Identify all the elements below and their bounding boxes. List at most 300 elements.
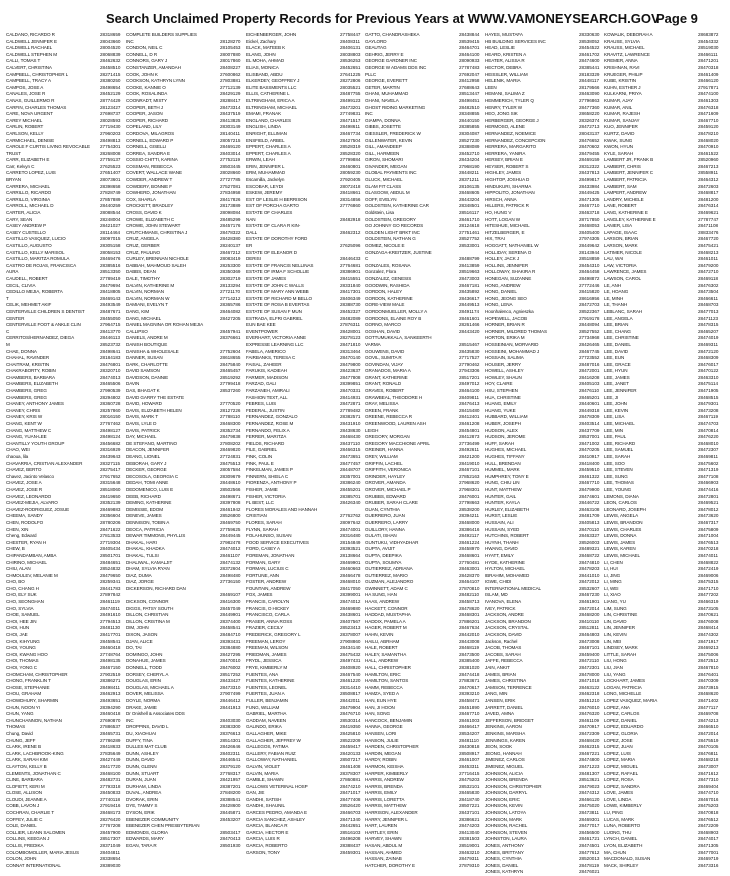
record-row bbox=[604, 177, 725, 184]
record-row bbox=[246, 138, 367, 145]
owner-name: DUNN, STUART bbox=[126, 770, 160, 776]
record-row bbox=[365, 810, 486, 817]
property-id: 28479900 bbox=[579, 486, 600, 492]
record-row bbox=[246, 210, 367, 217]
record-row bbox=[246, 566, 367, 573]
owner-name: DANISHA & WHOLESALE bbox=[126, 348, 179, 354]
owner-name: DAVID GARRY THE ESTATE bbox=[126, 394, 184, 400]
property-id: 28385441 bbox=[579, 64, 600, 70]
owner-name: GOFF, EVELYN bbox=[365, 196, 397, 202]
record-row bbox=[246, 487, 367, 494]
owner-name: GEHRIG, JERRY E bbox=[365, 51, 404, 57]
owner-name: LEWIS, JAMES bbox=[604, 539, 636, 545]
property-id: 28348501 bbox=[459, 203, 480, 209]
owner-name: CAMPOS, JOSE A bbox=[6, 84, 44, 90]
property-id: 28376661 bbox=[220, 335, 241, 341]
owner-name: LI, JING bbox=[604, 572, 621, 578]
record-row bbox=[246, 170, 367, 177]
owner-name: COMPLETE BUILDERS SUPPLIES bbox=[126, 32, 197, 37]
record-row bbox=[6, 573, 127, 580]
property-id: 28463210 bbox=[459, 849, 480, 855]
owner-name: LEE, SARAH bbox=[604, 454, 631, 459]
owner-name: DURAN, JUAN bbox=[126, 777, 156, 783]
record-row bbox=[126, 309, 247, 316]
property-id bbox=[340, 250, 367, 257]
record-row bbox=[365, 685, 486, 692]
record-row bbox=[126, 724, 247, 731]
owner-name: CHANEY, ANTHONY JAMES bbox=[6, 401, 64, 407]
property-id bbox=[340, 507, 367, 514]
record-row bbox=[365, 124, 486, 131]
property-id: 28468605 bbox=[459, 190, 480, 196]
owner-name: LIU, JIAN bbox=[604, 665, 623, 670]
property-id: 28457941 bbox=[220, 328, 241, 334]
property-id: 27793318 bbox=[100, 783, 121, 789]
record-row bbox=[485, 230, 606, 237]
owner-name: DANISH BOUTIQUE bbox=[126, 341, 168, 347]
record-row bbox=[604, 58, 725, 65]
owner-name: HEMMERICH, TYLER Q bbox=[485, 97, 534, 103]
record-row bbox=[365, 665, 486, 672]
owner-name: NAN bbox=[246, 216, 256, 222]
owner-name: HURLEY, ELIZABETH bbox=[485, 506, 530, 512]
owner-name: LIN, JENNIFER bbox=[604, 625, 635, 631]
owner-name: DHAKAL, KHADKA bbox=[126, 546, 165, 552]
record-row bbox=[246, 98, 367, 105]
record-row bbox=[126, 652, 247, 659]
property-id: 28437709 bbox=[579, 427, 600, 433]
record-row bbox=[365, 553, 486, 560]
owner-name: CHANG, KENT W bbox=[6, 421, 42, 427]
owner-name: GREENE, REBECCA R bbox=[365, 414, 412, 420]
record-row bbox=[246, 606, 367, 613]
record-row bbox=[485, 705, 606, 712]
record-row bbox=[246, 513, 367, 520]
owner-name: FINK, COLIN bbox=[246, 454, 273, 459]
property-id: 28437519 bbox=[220, 111, 241, 117]
record-row bbox=[365, 764, 486, 771]
record-row bbox=[604, 335, 725, 342]
property-id: 28448211 bbox=[459, 170, 480, 176]
record-row bbox=[126, 395, 247, 402]
record-row bbox=[485, 329, 606, 336]
property-id: 27848200 bbox=[220, 790, 241, 796]
owner-name: FUERTES, JUAN A bbox=[246, 691, 285, 697]
property-id: 28491610 bbox=[100, 612, 121, 618]
property-id: 28467710 bbox=[579, 480, 600, 486]
owner-name: EICHENBERGER, JOHN bbox=[246, 32, 297, 37]
record-row bbox=[365, 461, 486, 468]
record-row bbox=[365, 388, 486, 395]
owner-name: GLOBAL PAYMENTS INC bbox=[365, 170, 417, 176]
owner-name: DANNER, SUSAN bbox=[126, 355, 163, 361]
owner-name: ESTATE OF JOHN C WALLS bbox=[246, 282, 304, 288]
record-row bbox=[604, 606, 725, 613]
property-id: 28463718 bbox=[579, 210, 600, 216]
record-row bbox=[6, 698, 127, 705]
property-id: 28472703 bbox=[579, 302, 600, 308]
owner-name: CLARK, IRENE B bbox=[6, 744, 41, 750]
owner-name: CHAMBERS, GREG bbox=[6, 394, 47, 400]
property-id: 28385400 bbox=[459, 658, 480, 664]
owner-name: CHAE, DONNA bbox=[6, 348, 37, 354]
record-row bbox=[126, 32, 247, 39]
record-row bbox=[6, 520, 127, 527]
property-id: 28475203 bbox=[698, 803, 719, 809]
record-row bbox=[246, 335, 367, 342]
record-row bbox=[6, 836, 127, 843]
property-id: 28469006 bbox=[698, 572, 719, 578]
record-row bbox=[485, 850, 606, 857]
property-id: 28408227 bbox=[220, 64, 241, 70]
record-row bbox=[604, 632, 725, 639]
record-row bbox=[246, 480, 367, 487]
records-columns bbox=[6, 32, 724, 875]
owner-name: IVANOVA, ELENA bbox=[485, 599, 522, 605]
property-id: 28461942 bbox=[220, 506, 241, 512]
owner-name: CORNELL, EDWARD P bbox=[126, 137, 174, 143]
property-id: 28462632 bbox=[100, 58, 121, 64]
record-row bbox=[365, 474, 486, 481]
owner-name: LOPEZ, EDUARDO bbox=[604, 724, 644, 730]
record-row bbox=[6, 210, 127, 217]
record-row bbox=[485, 560, 606, 567]
property-id: 28477017 bbox=[579, 823, 600, 829]
owner-name: FOX, JAMES bbox=[246, 592, 273, 598]
property-id: 27719304 bbox=[100, 539, 121, 545]
property-id: 28476314 bbox=[698, 203, 719, 209]
owner-name: KOWALIK, DEBORAH A bbox=[604, 32, 653, 37]
record-row bbox=[6, 724, 127, 731]
property-id: 27964715 bbox=[100, 322, 121, 328]
owner-name: ESTATE OF RICHARD M BELLO bbox=[246, 295, 312, 301]
record-row bbox=[604, 718, 725, 725]
owner-name: HUNT, MATTHEW bbox=[485, 486, 522, 492]
record-row bbox=[485, 58, 606, 65]
owner-name: GOSHAN, DAVID bbox=[365, 328, 400, 334]
owner-name: DANG, KIM bbox=[126, 308, 150, 314]
owner-name: COCHRAN, CHARLIE T bbox=[6, 810, 55, 816]
record-row bbox=[246, 850, 367, 857]
property-id: 28465457 bbox=[220, 368, 241, 374]
record-row bbox=[604, 381, 725, 388]
property-id: 28097642 bbox=[340, 519, 361, 525]
record-row bbox=[126, 632, 247, 639]
property-id: 28473008 bbox=[579, 638, 600, 644]
property-id: 28522209 bbox=[340, 737, 361, 743]
record-row bbox=[604, 560, 725, 567]
owner-name: CAMPBELL, TRACY A bbox=[6, 78, 51, 84]
record-row bbox=[6, 592, 127, 599]
property-id: 28464458 bbox=[579, 269, 600, 275]
property-id: 28519663 bbox=[459, 269, 480, 275]
record-row bbox=[126, 223, 247, 230]
record-row bbox=[6, 250, 127, 257]
property-id: 28477117 bbox=[698, 704, 719, 710]
record-row bbox=[6, 553, 127, 560]
property-id: 28469880 bbox=[340, 605, 361, 611]
property-id: 28463108 bbox=[579, 506, 600, 512]
property-id: 28393521 bbox=[340, 546, 361, 552]
property-id bbox=[340, 210, 367, 217]
owner-name: GRINDER, HAYLEY bbox=[365, 473, 406, 479]
property-id: 28472871 bbox=[340, 401, 361, 407]
owner-name: LYNCH, DANIEL bbox=[604, 836, 638, 842]
owner-name: GLUCK, MICHAEL bbox=[365, 177, 403, 183]
record-row bbox=[6, 771, 127, 778]
record-row bbox=[6, 579, 127, 586]
record-row bbox=[246, 45, 367, 52]
owner-name: FUNG, WILLIAM bbox=[246, 704, 280, 710]
property-id: 27752119 bbox=[220, 157, 241, 163]
owner-name: HASSAN, AHMED bbox=[365, 849, 402, 855]
record-row bbox=[604, 296, 725, 303]
owner-name: LEE, THOMAS bbox=[604, 480, 634, 486]
record-row bbox=[604, 342, 725, 349]
property-id: 28496208 bbox=[340, 836, 361, 842]
property-id: 28478012 bbox=[698, 506, 719, 512]
record-row bbox=[365, 164, 486, 171]
property-id: 28183329 bbox=[579, 71, 600, 77]
owner-name: JOHNSON, MARK bbox=[485, 816, 523, 822]
owner-name: DAVIS, PATRICK bbox=[126, 427, 160, 433]
property-id: 28394211 bbox=[459, 513, 480, 519]
record-row bbox=[126, 210, 247, 217]
record-row bbox=[604, 658, 725, 665]
property-id: 28468414 bbox=[698, 625, 719, 631]
property-id: 28408920 bbox=[340, 665, 361, 670]
property-id: 28469883 bbox=[100, 506, 121, 512]
record-row bbox=[6, 797, 127, 804]
property-id: 28471612 bbox=[698, 770, 719, 776]
record-row bbox=[126, 573, 247, 580]
property-id: 28393210 bbox=[459, 691, 480, 697]
property-id: 28461007 bbox=[459, 757, 480, 763]
record-row bbox=[604, 408, 725, 415]
record-row bbox=[485, 269, 606, 276]
owner-name: IVEY, PATRICK bbox=[485, 605, 516, 611]
property-id: 28493651 bbox=[100, 697, 121, 703]
owner-name: FRIEDMAN, JAMES bbox=[246, 651, 287, 657]
property-id: 28449425 bbox=[579, 190, 600, 196]
owner-name: LIN, MEI bbox=[604, 638, 622, 644]
property-id: 27760481 bbox=[459, 559, 480, 565]
property-id: 28513621 bbox=[579, 777, 600, 783]
owner-name: CONNELL, D R bbox=[126, 51, 158, 57]
owner-name: FREDERICK, GREGORY L bbox=[246, 632, 301, 638]
owner-name: GALLOWS VETERINAL HOSP bbox=[246, 783, 308, 789]
owner-name: HONG, DANIEL bbox=[485, 289, 517, 295]
record-row bbox=[246, 157, 367, 164]
property-id: 28461601 bbox=[459, 315, 480, 321]
property-id: 28460663 bbox=[340, 566, 361, 572]
owner-name: HEO, JONG SIK bbox=[485, 111, 518, 117]
owner-name: LEE, JI bbox=[604, 394, 619, 400]
record-row bbox=[485, 612, 606, 619]
owner-name: GROVER, MICHAEL P bbox=[365, 486, 411, 492]
record-row bbox=[604, 843, 725, 850]
record-row bbox=[126, 316, 247, 323]
record-row bbox=[126, 467, 247, 474]
property-id: 28471917 bbox=[698, 638, 719, 644]
property-id: 28057215 bbox=[220, 137, 241, 143]
record-row bbox=[126, 72, 247, 79]
owner-name: HOLLEY, JACK J bbox=[485, 256, 520, 262]
owner-name: KUMAR, SANJAY bbox=[604, 117, 640, 123]
property-id: 28469901 bbox=[340, 559, 361, 565]
property-id: 28476302 bbox=[698, 282, 719, 288]
record-row bbox=[365, 803, 486, 810]
record-row bbox=[6, 731, 127, 738]
property-id: 28474810 bbox=[579, 559, 600, 565]
owner-name: GARSON, TONY bbox=[246, 849, 280, 855]
owner-name: CARROLL, MICHAEL D bbox=[6, 203, 54, 209]
property-id: 28468200 bbox=[579, 612, 600, 618]
record-row bbox=[246, 461, 367, 468]
record-row bbox=[485, 368, 606, 375]
owner-name: DUFFY, TINA bbox=[126, 737, 153, 743]
record-row bbox=[604, 236, 725, 243]
property-id: 28468000 bbox=[459, 519, 480, 525]
owner-name: CALDANO, RICARDO R bbox=[6, 32, 55, 37]
property-id: 28683872 bbox=[698, 32, 719, 37]
property-id: 28378007 bbox=[340, 632, 361, 638]
property-id: 28473208 bbox=[698, 407, 719, 413]
owner-name: KREMER, ANNA bbox=[604, 58, 638, 64]
owner-name: HUMMEL, MARK bbox=[485, 467, 520, 473]
record-row bbox=[365, 856, 486, 863]
owner-name: DAVIDSON, DANNIE bbox=[126, 374, 169, 380]
property-id: 28516117 bbox=[459, 210, 480, 216]
record-row bbox=[246, 263, 367, 270]
owner-name: LEBLANC, SARAH bbox=[604, 308, 643, 314]
property-id: 27768317 bbox=[220, 770, 241, 776]
record-row bbox=[6, 381, 127, 388]
property-id: 28386271 bbox=[100, 678, 121, 684]
property-id: 28376613 bbox=[220, 730, 241, 736]
property-id: 28468053 bbox=[579, 223, 600, 229]
record-row bbox=[126, 256, 247, 263]
record-row bbox=[604, 52, 725, 59]
record-row bbox=[604, 210, 725, 217]
record-row bbox=[6, 513, 127, 520]
owner-name: EDMONDS, GLORIA bbox=[126, 829, 169, 835]
record-row bbox=[6, 586, 127, 593]
record-row bbox=[365, 210, 486, 217]
property-id: 28059230 bbox=[340, 170, 361, 176]
owner-name: HALEY, SAMANTHA bbox=[365, 651, 407, 657]
record-row bbox=[485, 678, 606, 685]
property-id: 28421027 bbox=[100, 223, 121, 229]
record-row bbox=[485, 546, 606, 553]
owner-name: LOPEZ, MIGUEL bbox=[604, 763, 639, 769]
owner-name: CAUDELL, ROBERT bbox=[6, 275, 48, 281]
property-id: 28430818 bbox=[459, 744, 480, 750]
owner-name: GOVINDAN, VIJAY bbox=[365, 361, 404, 367]
record-row bbox=[6, 533, 127, 540]
property-id: 28468430 bbox=[340, 434, 361, 440]
owner-name: DILLON, CHRISTIAN bbox=[126, 612, 169, 618]
record-row bbox=[365, 72, 486, 79]
property-id: 28388730 bbox=[340, 302, 361, 308]
owner-name: DYE, TAMMY S bbox=[126, 803, 158, 809]
record-row bbox=[6, 223, 127, 230]
record-row bbox=[604, 612, 725, 619]
property-id: 28468817 bbox=[698, 190, 719, 196]
record-row bbox=[6, 863, 127, 870]
property-id: 28466111 bbox=[698, 51, 718, 57]
owner-name: ERWIN, LEAH bbox=[246, 157, 275, 163]
record-row bbox=[6, 184, 127, 191]
owner-name: DHAKAL, TULSI bbox=[126, 552, 159, 558]
owner-name: CRUZ, GERBER bbox=[126, 243, 160, 248]
property-id: 27798663 bbox=[459, 500, 480, 506]
owner-name: LAWSON, CAROL bbox=[604, 275, 641, 281]
owner-name: KUO, JENNIFER bbox=[604, 124, 638, 130]
record-row bbox=[246, 757, 367, 764]
property-id: 28443008 bbox=[459, 638, 480, 644]
record-row bbox=[126, 276, 247, 283]
property-id: 28128270 bbox=[220, 38, 241, 44]
property-id: 27968190 bbox=[459, 163, 480, 169]
owner-name: GALLEGOS, FATIMA bbox=[246, 744, 289, 750]
record-row bbox=[365, 823, 486, 830]
record-row bbox=[126, 138, 247, 145]
property-id: 27740118 bbox=[100, 796, 121, 802]
record-row bbox=[485, 381, 606, 388]
record-row bbox=[365, 203, 486, 210]
owner-name: GOUWENS, DAVID bbox=[365, 348, 405, 354]
owner-name: FABELA, AMERICO bbox=[246, 348, 286, 354]
record-row bbox=[485, 157, 606, 164]
property-id: 28474019 bbox=[698, 335, 719, 341]
record-row bbox=[246, 500, 367, 507]
property-id: 28417301 bbox=[340, 289, 361, 295]
property-id: 27727785 bbox=[220, 177, 241, 183]
property-id: 28309679 bbox=[220, 473, 241, 479]
record-row bbox=[246, 362, 367, 369]
property-id bbox=[220, 823, 247, 830]
property-id: 28477202 bbox=[698, 592, 719, 598]
property-id: 28451890 bbox=[459, 704, 480, 710]
owner-name: DEOCA, PATRICIA bbox=[126, 526, 165, 532]
property-id: 28467710 bbox=[579, 203, 600, 209]
owner-name: CARR, ELIZABETH E bbox=[6, 157, 50, 163]
owner-name: LEE, SAMUEL bbox=[604, 447, 634, 453]
record-row bbox=[485, 619, 606, 626]
owner-name: HONEGAN, SUZANNE bbox=[485, 275, 532, 281]
owner-name: GARCES PEDRO, AMANDA E bbox=[246, 810, 308, 816]
property-id: 28471108 bbox=[698, 223, 719, 229]
owner-name: COFFEY, JULIE C bbox=[6, 816, 43, 822]
property-id: 28524832 bbox=[100, 566, 121, 572]
property-id: 28416208 bbox=[579, 374, 600, 380]
property-id: 28446113 bbox=[100, 335, 121, 341]
owner-name: LEE, MICHAEL bbox=[604, 421, 635, 427]
property-id: 28476008 bbox=[698, 618, 719, 624]
owner-name: HAILU, ABRHAM bbox=[365, 638, 400, 644]
record-row bbox=[485, 105, 606, 112]
property-id: 28467540 bbox=[340, 671, 361, 677]
property-id: 28464100 bbox=[459, 51, 480, 57]
property-id: 28421957 bbox=[220, 777, 241, 783]
record-row bbox=[365, 500, 486, 507]
property-id: 28478322 bbox=[220, 229, 241, 235]
property-id: 28452710 bbox=[459, 150, 480, 156]
record-row bbox=[485, 566, 606, 573]
record-row bbox=[6, 823, 127, 830]
record-row bbox=[365, 98, 486, 105]
